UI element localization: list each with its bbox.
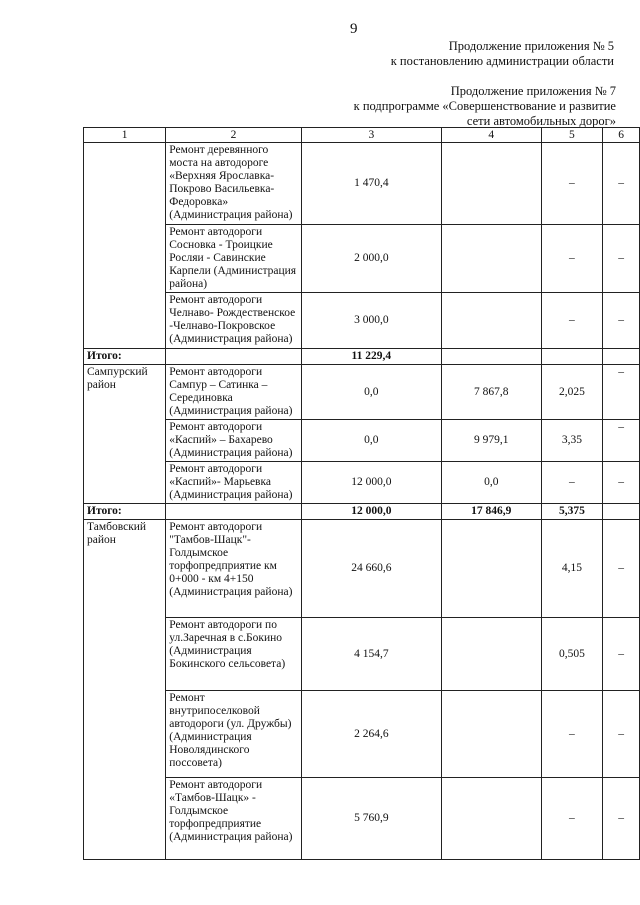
amount-cell: 1 470,4 [301, 143, 441, 225]
work-description: Ремонт деревянного моста на автодороге «Верхняя Ярославка-Покрово Васильевка-Федоровка» (Администрация района) [166, 143, 302, 225]
amount-cell [441, 225, 541, 293]
work-description: Ремонт автодороги Сампур – Сатинка – Серединовка (Администрация района) [166, 365, 302, 420]
total-length: 5,375 [541, 504, 603, 520]
work-description: Ремонт внутрипоселковой автодороги (ул. Дружбы) (Администрация Новолядинского поссовета) [166, 691, 302, 778]
column-header: 5 [541, 128, 603, 143]
amount-cell [441, 618, 541, 691]
amount-cell [441, 778, 541, 860]
subprogram-header-line3: сети автомобильных дорог» [466, 114, 616, 128]
extra-cell: – [603, 618, 640, 691]
roads-repair-table [83, 127, 640, 860]
table-row [84, 420, 640, 462]
table-row [84, 365, 640, 420]
extra-cell: – [603, 520, 640, 618]
amount-cell: 2 000,0 [301, 225, 441, 293]
work-description: Ремонт автодороги «Каспий» – Бахарево (Администрация района) [166, 420, 302, 462]
table-row [84, 691, 640, 778]
extra-cell: – [603, 143, 640, 225]
amount-cell: 4 154,7 [301, 618, 441, 691]
district-name: Тамбовский район [84, 520, 166, 860]
length-cell: 4,15 [541, 520, 603, 618]
extra-cell: – [603, 778, 640, 860]
total-row [84, 349, 640, 365]
page-number: 9 [350, 21, 358, 37]
length-cell: – [541, 143, 603, 225]
district-cell [84, 143, 166, 349]
length-cell: – [541, 225, 603, 293]
total-label: Итого: [84, 349, 166, 365]
table-row [84, 143, 640, 225]
amount-cell [441, 143, 541, 225]
appendix-header-line1: Продолжение приложения № 5 [448, 39, 614, 53]
work-description: Ремонт автодороги "Тамбов-Шацк"-Голдымское торфопредприятие км 0+000 - км 4+150 (Администрация района) [166, 520, 302, 618]
extra-cell: – [603, 365, 640, 420]
table-row [84, 778, 640, 860]
length-cell: 2,025 [541, 365, 603, 420]
column-number-row [84, 128, 640, 143]
column-header: 6 [603, 128, 640, 143]
extra-cell: – [603, 420, 640, 462]
table-row [84, 462, 640, 504]
table-row [84, 618, 640, 691]
amount-cell [441, 691, 541, 778]
amount-cell: 3 000,0 [301, 293, 441, 349]
total-label: Итого: [84, 504, 166, 520]
appendix-header-line2: к постановлению администрации области [390, 54, 614, 68]
subprogram-header-line2: к подпрограмме «Совершенствование и развитие [353, 99, 616, 113]
length-cell: 3,35 [541, 420, 603, 462]
amount-cell: 9 979,1 [441, 420, 541, 462]
work-description: Ремонт автодороги Сосновка - Троицкие Росляи - Савинские Карпели (Администрация района) [166, 225, 302, 293]
length-cell: – [541, 691, 603, 778]
table-row [84, 225, 640, 293]
amount-cell: 2 264,6 [301, 691, 441, 778]
total-amount: 11 229,4 [301, 349, 441, 365]
amount-cell: 0,0 [441, 462, 541, 504]
column-header: 4 [441, 128, 541, 143]
length-cell: 0,505 [541, 618, 603, 691]
work-description: Ремонт автодороги «Тамбов-Шацк» - Голдымское торфопредприятие (Администрация района) [166, 778, 302, 860]
work-description: Ремонт автодороги по ул.Заречная в с.Бокино (Администрация Бокинского сельсовета) [166, 618, 302, 691]
amount-cell: 7 867,8 [441, 365, 541, 420]
amount-cell: 0,0 [301, 365, 441, 420]
total-amount: 17 846,9 [441, 504, 541, 520]
extra-cell: – [603, 293, 640, 349]
work-description: Ремонт автодороги «Каспий»- Марьевка (Администрация района) [166, 462, 302, 504]
appendix-header [391, 39, 614, 69]
work-description: Ремонт автодороги Челнаво- Рождественское -Челнаво-Покровское (Администрация района) [166, 293, 302, 349]
length-cell: – [541, 293, 603, 349]
total-row [84, 504, 640, 520]
district-name: Сампурский район [84, 365, 166, 504]
length-cell: – [541, 462, 603, 504]
extra-cell: – [603, 462, 640, 504]
subprogram-header [354, 84, 616, 129]
amount-cell [441, 520, 541, 618]
amount-cell: 0,0 [301, 420, 441, 462]
table-row [84, 520, 640, 618]
amount-cell [441, 293, 541, 349]
length-cell: – [541, 778, 603, 860]
column-header: 1 [84, 128, 166, 143]
column-header: 2 [166, 128, 302, 143]
total-amount: 12 000,0 [301, 504, 441, 520]
extra-cell: – [603, 225, 640, 293]
subprogram-header-line1: Продолжение приложения № 7 [450, 84, 616, 98]
amount-cell: 24 660,6 [301, 520, 441, 618]
amount-cell: 5 760,9 [301, 778, 441, 860]
column-header: 3 [301, 128, 441, 143]
extra-cell: – [603, 691, 640, 778]
table-row [84, 293, 640, 349]
amount-cell: 12 000,0 [301, 462, 441, 504]
